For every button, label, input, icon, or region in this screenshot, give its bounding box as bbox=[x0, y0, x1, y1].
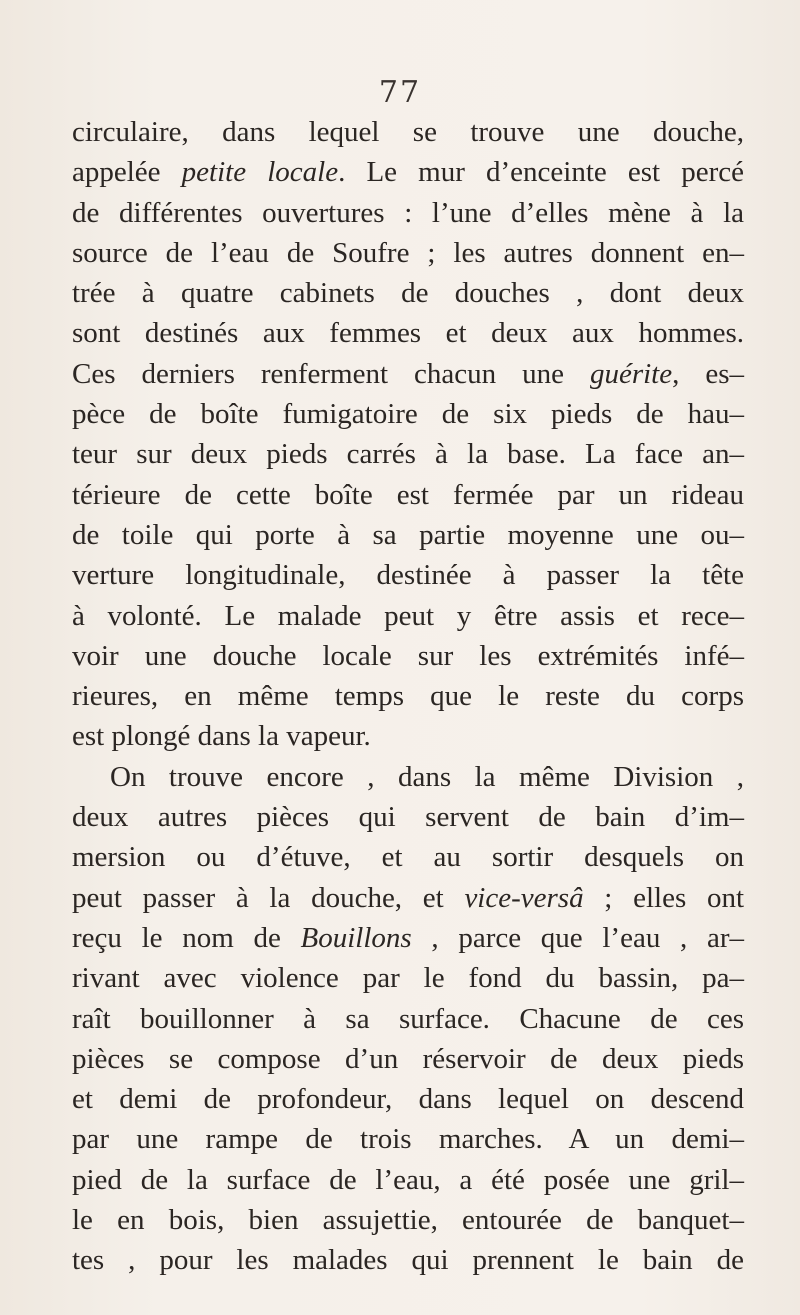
text-line: sont destinés aux femmes et deux aux hommes. bbox=[72, 317, 744, 350]
text-line: Ces derniers renferment chacun une guérite, es– bbox=[72, 357, 744, 390]
text-line: mersion ou d’étuve, et au sortir desquels on bbox=[72, 841, 744, 874]
text-line: source de l’eau de Soufre ; les autres donnent en– bbox=[72, 236, 744, 269]
text-line: raît bouillonner à sa surface. Chacune de ces bbox=[72, 1002, 744, 1035]
text-line: de toile qui porte à sa partie moyenne une ou– bbox=[72, 518, 744, 551]
text-line: pied de la surface de l’eau, a été posée une gril– bbox=[72, 1163, 744, 1196]
text-line: térieure de cette boîte est fermée par un rideau bbox=[72, 478, 744, 511]
text-line: teur sur deux pieds carrés à la base. La face an– bbox=[72, 438, 744, 471]
text-line: deux autres pièces qui servent de bain d’im– bbox=[72, 801, 744, 834]
text-line: à volonté. Le malade peut y être assis et rece– bbox=[72, 599, 744, 632]
text-line: tes , pour les malades qui prennent le bain de bbox=[72, 1244, 744, 1277]
text-line: pèce de boîte fumigatoire de six pieds de hau– bbox=[72, 398, 744, 431]
paragraph-start-line: On trouve encore , dans la même Division , bbox=[110, 760, 744, 793]
paragraph-end-line: est plongé dans la vapeur. bbox=[72, 720, 371, 753]
text-line: appelée petite locale. Le mur d’enceinte est percé bbox=[72, 156, 744, 189]
text-line: verture longitudinale, destinée à passer la tête bbox=[72, 559, 744, 592]
text-line: par une rampe de trois marches. A un demi– bbox=[72, 1123, 744, 1156]
text-line: et demi de profondeur, dans lequel on descend bbox=[72, 1083, 744, 1116]
text-line: voir une douche locale sur les extrémités infé– bbox=[72, 639, 744, 672]
text-line: trée à quatre cabinets de douches , dont deux bbox=[72, 277, 744, 310]
text-line: circulaire, dans lequel se trouve une douche, bbox=[72, 116, 744, 148]
text-line: pièces se compose d’un réservoir de deux pieds bbox=[72, 1042, 744, 1075]
text-line: le en bois, bien assujettie, entourée de banquet– bbox=[72, 1204, 744, 1237]
text-line: rieures, en même temps que le reste du corps bbox=[72, 680, 744, 713]
text-line: reçu le nom de Bouillons , parce que l’eau , ar– bbox=[72, 921, 744, 954]
text-line: de différentes ouvertures : l’une d’elles mène à la bbox=[72, 196, 744, 229]
body-text bbox=[72, 112, 744, 1281]
page-number: 77 bbox=[378, 75, 422, 110]
text-line: peut passer à la douche, et vice-versâ ; elles ont bbox=[72, 881, 745, 914]
text-line: rivant avec violence par le fond du bassin, pa– bbox=[72, 962, 744, 995]
